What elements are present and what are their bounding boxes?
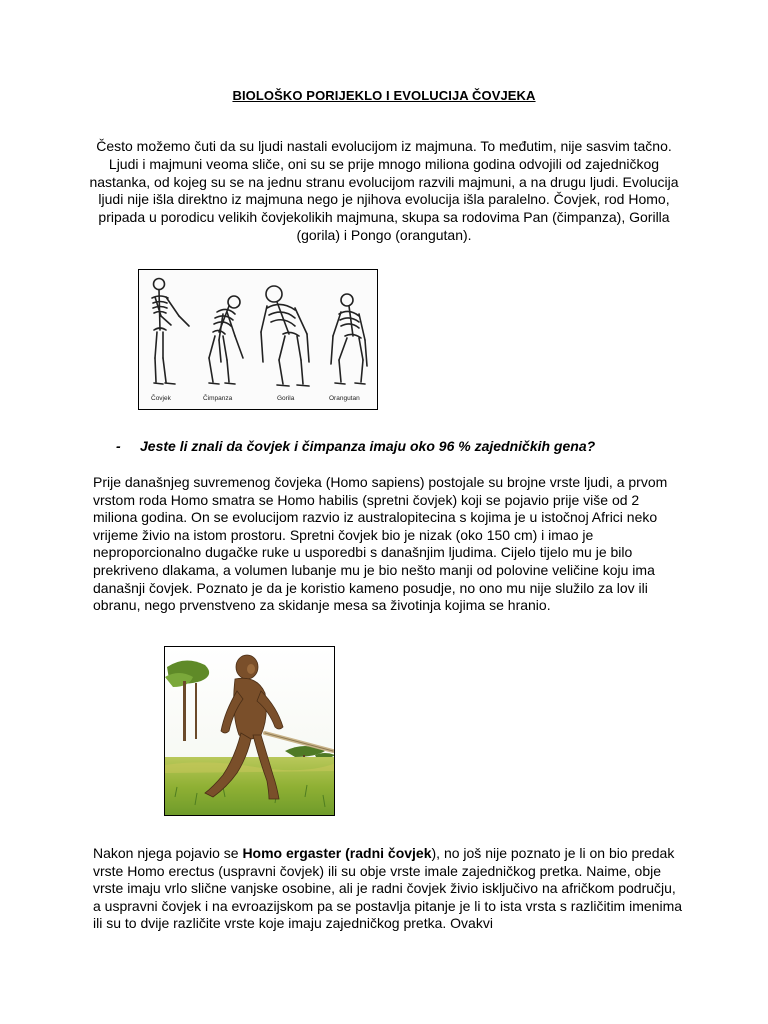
caption-gorilla: Gorila xyxy=(277,395,295,402)
homo-habilis-figure xyxy=(164,646,335,816)
bullet-dash: - xyxy=(116,438,121,454)
skeletons-illustration xyxy=(139,270,378,410)
homo-habilis-illustration xyxy=(165,647,335,816)
bullet-text: Jeste li znali da čovjek i čimpanza imaju oko 96 % zajedničkih gena? xyxy=(140,438,596,454)
homo-ergaster-paragraph xyxy=(93,845,683,933)
paragraph3-body: ), no još nije poznato je li on bio predak vrste Homo erectus (uspravni čovjek) ili su obje vrste imale zajedničkog pretka. Naime, obje vrste imaju vrlo slične vanjske osobine, ali je radni čovjek živio isključivo na afričkom području, a uspravni čovjek i na evroazijskom pa se postavlja pitanje je li to ista vrsta s različitim imenima ili su to dvije različite vrste koje imaju zajedničkog pretka. Ovakvi xyxy=(93,845,683,932)
caption-chimpanzee: Čimpanza xyxy=(203,395,233,402)
homo-ergaster-bold: Homo ergaster (radni čovjek xyxy=(242,845,432,861)
fact-bullet xyxy=(116,438,716,454)
page-title: BIOLOŠKO PORIJEKLO I EVOLUCIJA ČOVJEKA xyxy=(232,88,536,103)
paragraph3-intro: Nakon njega pojavio se xyxy=(93,845,243,861)
homo-habilis-paragraph: Prije današnjeg suvremenog čovjeka (Homo sapiens) postojale su brojne vrste ljudi, a prvom vrstom roda Homo smatra se Homo habilis (spretni čovjek) koji se pojavio prije više od 2 miliona godina. On se evolucijom razvio iz australopitecina s kojima je u istočnoj Africi neko vrijeme živio na istom prostoru. Spretni čovjek bio je nizak (oko 150 cm) i imao je neproporcionalno dugačke ruke u usporedbi s današnjim ljudima. Cijelo tijelo mu je bilo prekriveno dlakama, a volumen lubanje mu je bio nešto manji od polovine veličine koju ima današnji čovjek. Poznato je da je koristio kameno posudje, no ono mu nije služilo za lov ili obranu, nego prvenstveno za skidanje mesa sa životinja kojima se hranio. xyxy=(93,474,668,614)
caption-orangutan: Orangutan xyxy=(329,395,360,402)
skeletons-figure xyxy=(138,269,378,410)
caption-human: Čovjek xyxy=(151,395,171,402)
intro-paragraph: Često možemo čuti da su ljudi nastali evolucijom iz majmuna. To međutim, nije sasvim tačno. Ljudi i majmuni veoma sliče, oni su se prije mnogo miliona godina odvojili od zajedničkog nastanka, od kojeg su se na jednu stranu evolucijom razvili majmuni, a na drugu ljudi. Evolucija ljudi nije išla direktno iz majmuna nego je njihova evolucija išla paralelno. Čovjek, rod Homo, pripada u porodicu velikih čovjekolikih majmuna, skupa sa rodovima Pan (čimpanza), Gorilla (gorila) i Pongo (orangutan). xyxy=(89,138,679,243)
